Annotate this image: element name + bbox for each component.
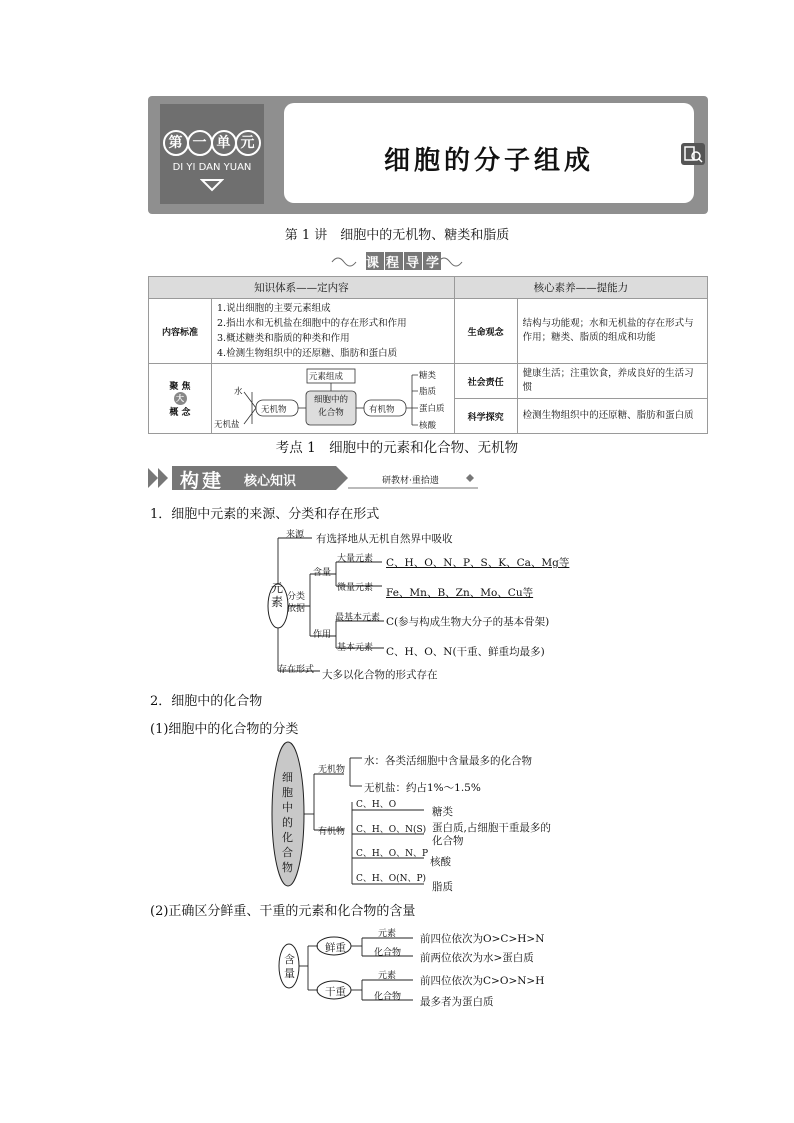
fresh-element-text: 前四位依次为O>C>H>N [420, 933, 545, 945]
micro-text: Fe、Mn、B、Zn、Mo、Cu等 [386, 587, 534, 599]
org-row-3-name: 核酸 [430, 856, 451, 868]
most-basic-text: C(参与构成生物大分子的基本骨架) [386, 616, 550, 628]
fresh-label: 鲜重 [325, 942, 346, 954]
basic-text: C、H、O、N(干重、鲜重均最多) [386, 646, 545, 658]
cm-nucleic: 核酸 [419, 420, 437, 431]
dry-element-text: 前四位依次为C>O>N>H [420, 975, 545, 987]
build-title-small: 核心知识 [244, 474, 297, 489]
unit-title: 细胞的分子组成 [383, 146, 594, 176]
inorganic-label: 无机物 [318, 765, 346, 775]
section2-sub2: (2)正确区分鲜重、干重的元素和化合物的含量 [150, 904, 416, 919]
cm-protein: 蛋白质 [419, 403, 445, 414]
fresh-compound-text: 前两位依次为水>蛋白质 [420, 952, 534, 964]
content-root: 含量 [284, 953, 295, 980]
compounds-root: 细胞中的化合物 [282, 771, 293, 874]
dry-label: 干重 [325, 986, 346, 998]
macro-label: 大量元素 [337, 554, 374, 564]
salt-text: 无机盐：约占1%～1.5% [364, 782, 481, 794]
cm-salt: 无机盐 [214, 419, 240, 430]
lecture-title: 第 1 讲 细胞中的无机物、糖类和脂质 [284, 228, 510, 243]
org-row-3-elements: C、H、O、N、P [356, 849, 429, 859]
build-title-big: 构建 [180, 470, 225, 492]
literacy-label-1: 生命观念 [454, 299, 517, 364]
org-row-2-name: 蛋白质,占细胞干重最多的化合物 [432, 822, 551, 847]
cm-inorganic: 无机物 [261, 404, 287, 415]
dry-compound-label: 化合物 [374, 992, 402, 1002]
literacy-text-3: 检测生物组织中的还原糖、脂肪和蛋白质 [517, 399, 707, 434]
basic-label: 基本元素 [337, 643, 374, 653]
guide-title: 课程导学 [366, 256, 447, 271]
form-label: 存在形式 [278, 665, 315, 675]
water-text: 水：各类活细胞中含量最多的化合物 [364, 755, 532, 767]
dry-compound-text: 最多者为蛋白质 [420, 996, 494, 1008]
cm-sugar: 糖类 [419, 370, 437, 381]
unit-label: 第 一 单 元 [160, 128, 264, 156]
cm-water: 水 [234, 386, 243, 397]
build-title-right: 研教材·重拾遗 [382, 476, 439, 486]
micro-label: 微量元素 [337, 583, 374, 593]
section1-heading: 1．细胞中元素的来源、分类和存在形式 [150, 507, 380, 522]
literacy-label-2: 社会责任 [454, 364, 517, 399]
org-row-4-name: 脂质 [432, 881, 453, 893]
source-label: 来源 [286, 530, 305, 540]
org-row-1-elements: C、H、O [356, 800, 397, 810]
elements-root: 元素 [271, 581, 284, 609]
content-diagram [278, 928, 438, 1010]
content-standard-label: 内容标准 [149, 299, 212, 364]
cm-elements: 元素组成 [309, 371, 344, 382]
literacy-header: 核心素养——提能力 [454, 277, 707, 299]
organic-label: 有机物 [318, 827, 346, 837]
org-row-4-elements: C、H、O(N、P) [356, 874, 427, 884]
most-basic-label: 最基本元素 [335, 613, 381, 623]
fresh-element-label: 元素 [378, 929, 397, 939]
literacy-label-3: 科学探究 [454, 399, 517, 434]
knowledge-header: 知识体系——定内容 [149, 277, 455, 299]
unit-pinyin: DI YI DAN YUAN [172, 162, 252, 173]
function-label: 作用 [313, 630, 332, 640]
cm-compounds: 细胞中的化合物 [313, 394, 348, 418]
org-row-2-elements: C、H、O、N(S) [356, 825, 427, 835]
cm-lipid: 脂质 [419, 386, 437, 397]
triangle-icon [200, 178, 224, 192]
classify-label: 分类依据 [287, 592, 306, 614]
literacy-text-1: 结构与功能观；水和无机盐的存在形式与作用；糖类、脂质的组成和功能 [517, 299, 707, 364]
kaodian-title: 考点 1 细胞中的元素和化合物、无机物 [275, 440, 519, 456]
book-search-icon [681, 143, 705, 165]
cm-organic: 有机物 [369, 404, 395, 415]
literacy-text-2: 健康生活；注重饮食，养成良好的生活习惯 [517, 364, 707, 399]
fresh-compound-label: 化合物 [374, 948, 402, 958]
concept-map [212, 364, 455, 434]
form-text: 大多以化合物的形式存在 [322, 669, 438, 681]
content-label: 含量 [313, 568, 332, 578]
section2-sub1: (1)细胞中的化合物的分类 [150, 722, 299, 737]
section2-heading: 2．细胞中的化合物 [150, 694, 263, 709]
standards-list: 1.说出细胞的主要元素组成 2.指出水和无机盐在细胞中的存在形式和作用 3.概述糖类和脂质的种类和作用 4.检测生物组织中的还原糖、脂肪和蛋白质 [212, 299, 455, 364]
source-text: 有选择地从无机自然界中吸收 [316, 533, 453, 545]
org-row-1-name: 糖类 [432, 806, 453, 818]
dry-element-label: 元素 [378, 971, 397, 981]
concept-label: 聚 焦 大 概 念 [149, 364, 212, 434]
macro-text: C、H、O、N、P、S、K、Ca、Mg等 [386, 557, 570, 569]
course-guide-table [148, 276, 708, 434]
